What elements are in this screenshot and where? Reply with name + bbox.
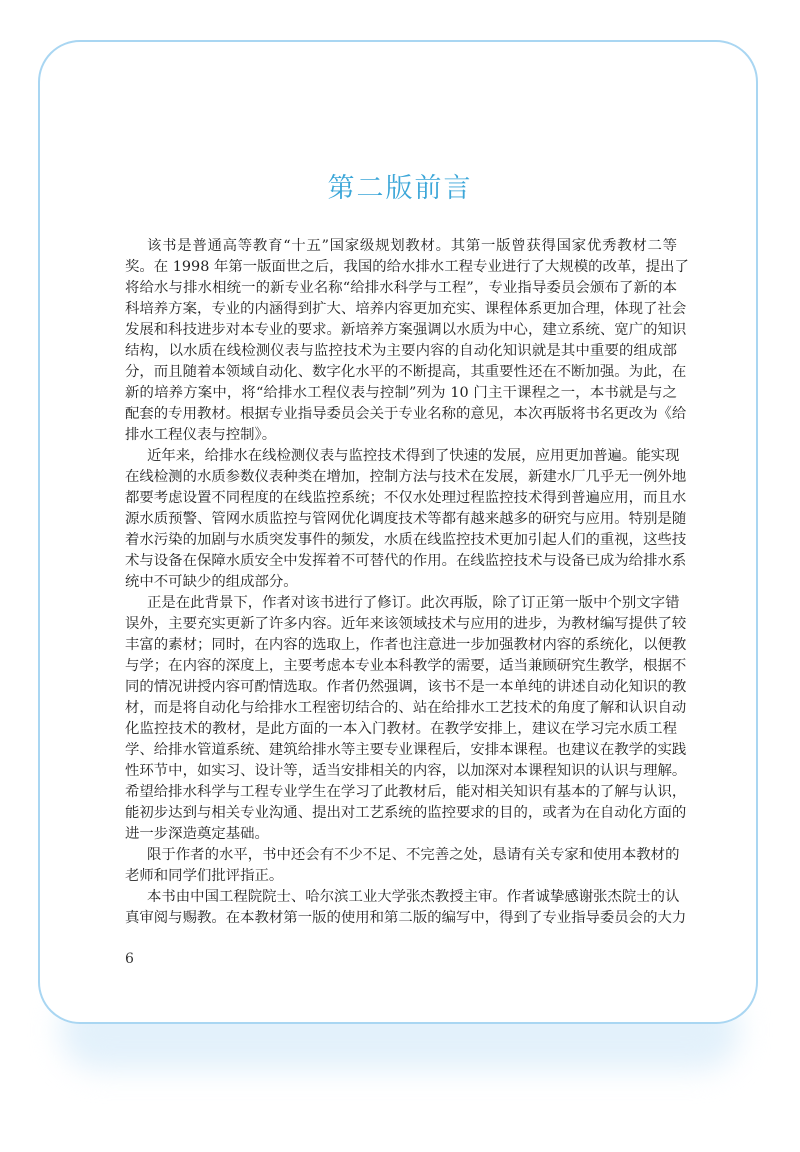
text-line: 真审阅与赐教。在本教材第一版的使用和第二版的编写中，得到了专业指导委员会的大力 <box>125 910 687 926</box>
text-line: 误外，主要充实更新了许多内容。近年来该领域技术与应用的进步，为教材编写提供了较 <box>125 616 687 632</box>
text-line: 与学；在内容的深度上，主要考虑本专业本科教学的需要，适当兼顾研究生教学，根据不 <box>125 658 687 674</box>
text-line: 近年来，给排水在线检测仪表与监控技术得到了快速的发展，应用更加普遍。能实现 <box>147 448 680 464</box>
text-line: 科培养方案，专业的内涵得到扩大、培养内容更加充实、课程体系更加合理，体现了社会 <box>125 301 687 317</box>
paragraph <box>125 887 687 929</box>
paragraph <box>125 593 687 845</box>
text-line: 正是在此背景下，作者对该书进行了修订。此次再版，除了订正第一版中个别文字错 <box>147 595 680 611</box>
text-line: 老师和同学们批评指正。 <box>125 868 284 884</box>
text-line: 同的情况讲授内容可酌情选取。作者仍然强调，该书不是一本单纯的讲述自动化知识的教 <box>125 679 687 695</box>
text-line: 在线检测的水质参数仪表种类在增加，控制方法与技术在发展，新建水厂几乎无一例外地 <box>125 469 687 485</box>
text-line: 能初步达到与相关专业沟通、提出对工艺系统的监控要求的目的，或者为在自动化方面的 <box>125 805 687 821</box>
text-line: 材，而是将自动化与给排水工程密切结合的、站在给排水工艺技术的角度了解和认识自动 <box>125 700 687 716</box>
text-line: 源水质预警、管网水质监控与管网优化调度技术等都有越来越多的研究与应用。特别是随 <box>125 511 687 527</box>
text-line: 丰富的素材；同时，在内容的选取上，作者也注意进一步加强教材内容的系统化，以便教 <box>125 637 687 653</box>
text-line: 本书由中国工程院院士、哈尔滨工业大学张杰教授主审。作者诚挚感谢张杰院士的认 <box>147 889 680 905</box>
text-line: 学、给排水管道系统、建筑给排水等主要专业课程后，安排本课程。也建议在教学的实践 <box>125 742 687 758</box>
text-line: 配套的专用教材。根据专业指导委员会关于专业名称的意见，本次再版将书名更改为《给 <box>125 406 687 422</box>
text-line: 着水污染的加剧与水质突发事件的频发，水质在线监控技术更加引起人们的重视，这些技 <box>125 532 687 548</box>
paragraph <box>125 446 687 593</box>
text-line: 排水工程仪表与控制》。 <box>125 427 277 443</box>
text-line: 性环节中，如实习、设计等，适当安排相关的内容，以加深对本课程知识的认识与理解。 <box>125 763 687 779</box>
text-line: 化监控技术的教材，是此方面的一本入门教材。在教学安排上，建议在学习完水质工程 <box>125 721 677 737</box>
page-title: 第二版前言 <box>327 173 473 204</box>
text-line: 都要考虑设置不同程度的在线监控系统；不仅水处理过程监控技术得到普遍应用，而且水 <box>125 490 687 506</box>
text-line: 进一步深造奠定基础。 <box>125 826 269 842</box>
text-line: 奖。在 1998 年第一版面世之后，我国的给水排水工程专业进行了大规模的改革，提出了 <box>125 259 689 275</box>
text-line: 统中不可缺少的组成部分。 <box>125 574 298 590</box>
text-line: 新的培养方案中，将“给排水工程仪表与控制”列为 10 门主干课程之一，本书就是与之 <box>125 385 677 401</box>
text-line: 将给水与排水相统一的新专业名称“给排水科学与工程”，专业指导委员会颁布了新的本 <box>125 280 677 296</box>
text-line: 分，而且随着本领域自动化、数字化水平的不断提高，其重要性还在不断加强。为此，在 <box>125 364 687 380</box>
text-line: 结构，以水质在线检测仪表与监控技术为主要内容的自动化知识就是其中重要的组成部 <box>125 343 677 359</box>
paragraph <box>125 845 680 887</box>
text-line: 限于作者的水平，书中还会有不少不足、不完善之处，恳请有关专家和使用本教材的 <box>147 847 680 863</box>
paragraph <box>125 236 689 446</box>
text-line: 发展和科技进步对本专业的要求。新培养方案强调以水质为中心，建立系统、宽广的知识 <box>125 322 687 338</box>
text-line: 术与设备在保障水质安全中发挥着不可替代的作用。在线监控技术与设备已成为给排水系 <box>125 553 687 569</box>
text-line: 该书是普通高等教育“十五”国家级规划教材。其第一版曾获得国家优秀教材二等 <box>147 238 677 254</box>
preface-body <box>125 236 689 929</box>
text-line: 希望给排水科学与工程专业学生在学习了此教材后，能对相关知识有基本的了解与认识， <box>125 784 687 800</box>
page-number: 6 <box>125 951 134 967</box>
